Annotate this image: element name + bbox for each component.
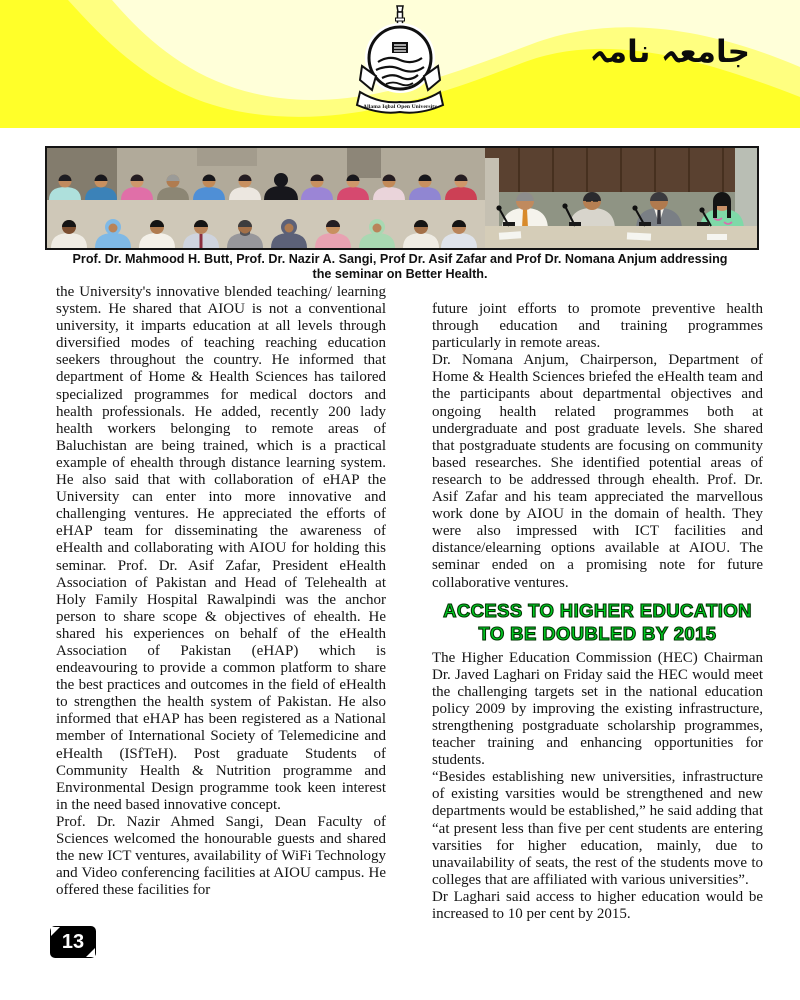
- seminar-photo: [45, 146, 759, 250]
- logo-banner-text: Allama Iqbal Open University: [363, 104, 437, 110]
- paragraph: Dr Laghari said access to higher education would be increased to 10 per cent by 2015.: [432, 888, 763, 922]
- page-header: [0, 0, 800, 128]
- audience-photo-left: [47, 148, 485, 248]
- paragraph: the University's innovative blended teaching/ learning system. He shared that AIOU is not a conventional university, it imparts education at all levels through diversified modes of teaching reaching education seekers throughout the country. He informed that department of Home & Health Sciences has tailored specialized programmes for medical doctors and health professionals. He added, recently 200 lady health workers belonging to remote areas of Baluchistan are being trained, which is a practical example of ehealth through distance learning system. He also said that with collaboration of eHAP the University can enter into more innovative and challenging ventures. He appreciated the efforts of eHAP team for disseminating the awareness of eHealth and collaborating with AIOU for holding this seminar. Prof. Dr. Asif Zafar, President eHealth Association of Pakistan and Head of Telehealth at Holy Family Hospital Rawalpindi was the anchor person to share scope & objectives of ehealth. He shared his experiences on behalf of the eHealth Association of Pakistan (eHAP) which is endeavouring to provide a common platform to share the best practices and outcomes in the field of eHealth to strengthen the health system of Pakistan. He also informed that eHAP has been registered as a National member of International Society of Telemedicine and eHealth (ISfTeH). Post graduate Students of Community Health & Nutrition programme and Environmental Design programme took keen interest in the need based innovative concept.: [56, 284, 386, 813]
- section-heading-green: [432, 599, 763, 645]
- paragraph: Dr. Nomana Anjum, Chairperson, Department of Home & Health Sciences briefed the eHealth team and the participants about departmental objectives and ongoing health related programmes both at undergraduate and post graduate levels. She shared that postgraduate students are focusing on community based researches. She identified potential areas of research to be addressed through ehealth. Prof. Dr. Asif Zafar and his team appreciated the marvellous work done by AIOU in the domain of health. They were also impressed with ICT facilities and distance/elearning options available at AIOU. The seminar ended on a promising note for future collaborative ventures.: [432, 352, 763, 591]
- article-left-column: [56, 284, 386, 899]
- paragraph: future joint efforts to promote preventive health through education and training programmes particularly in remote areas.: [432, 301, 763, 352]
- paragraph: “Besides establishing new universities, infrastructure of existing varsities would be strengthened and new departments would be established,” he said adding that “at present less than five per cent students are entering varsities for higher education, mainly, due to unavailability of seats, the rest of the students move to colleges that are affiliated with various universities”.: [432, 769, 763, 888]
- paragraph: Prof. Dr. Nazir Ahmed Sangi, Dean Faculty of Sciences welcomed the honourable guests and shared the new ICT ventures, availability of WiFi Technology and Video conferencing facilities at AIOU campus. He offered these facilities for: [56, 813, 386, 899]
- section-heading-line2: TO BE DOUBLED BY 2015: [478, 622, 717, 644]
- article-right-column: [432, 301, 763, 923]
- section-heading-line1: ACCESS TO HIGHER EDUCATION: [443, 599, 752, 621]
- paragraph: The Higher Education Commission (HEC) Chairman Dr. Javed Laghari on Friday said the HEC would meet the challenging targets set in the national education policy 2009 by improving the existing infrastructure, strengthening postgraduate scholarship programmes, teacher training and enhancing opportunities for students.: [432, 649, 763, 769]
- page-number: 13: [61, 930, 85, 953]
- speakers-photo-right: [485, 148, 757, 248]
- masthead-title-urdu: جامعہ نامہ: [589, 34, 750, 70]
- page-number-badge: [50, 926, 96, 958]
- photo-caption: Prof. Dr. Mahmood H. Butt, Prof. Dr. Nazir A. Sangi, Prof Dr. Asif Zafar and Prof Dr. Nomana Anjum addressing the seminar on Better Health.: [72, 252, 728, 281]
- aiou-logo: [342, 4, 458, 116]
